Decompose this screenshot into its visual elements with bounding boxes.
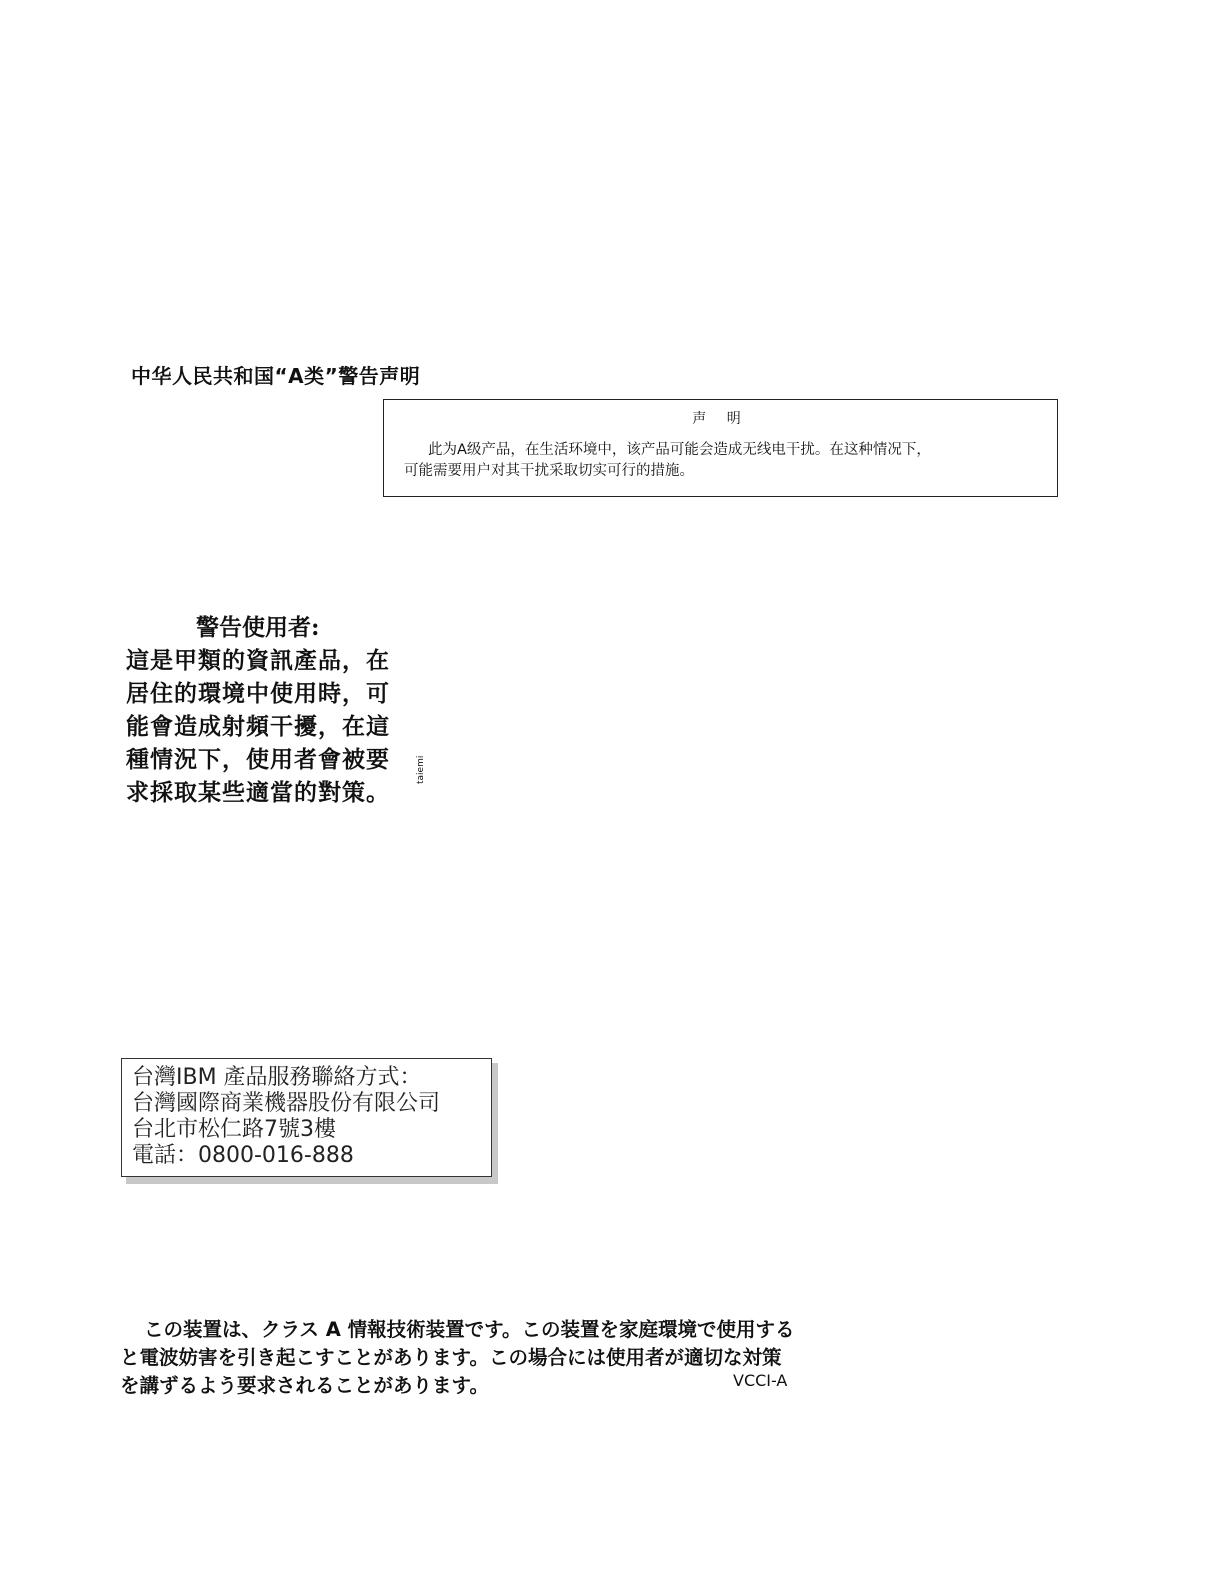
prc-statement-title: 中华人民共和国“A类”警告声明 (131, 364, 421, 388)
taiwan-warning-heading: 警告使用者: (196, 614, 320, 641)
japan-vcci-line: と電波妨害を引き起こすことがあります。この場合には使用者が適切な対策 (120, 1346, 782, 1369)
prc-box-title: 声 明 (692, 411, 749, 427)
vcci-mark: VCCI-A (733, 1371, 788, 1390)
taiwan-warning-line: 這是甲類的資訊產品，在 (126, 647, 390, 674)
taiwan-warning-line: 能會造成射頻干擾，在這 (126, 713, 390, 740)
japan-vcci-line: この装置は、クラス A 情報技術装置です。この装置を家庭環境で使用する (144, 1318, 795, 1341)
contact-phone: 電話：0800-016-888 (132, 1143, 354, 1168)
taiwan-warning-line: 求採取某些適當的對策。 (126, 779, 390, 806)
contact-line: 台北市松仁路7號3樓 (132, 1117, 336, 1142)
taiwan-warning-line: 居住的環境中使用時，可 (126, 680, 390, 707)
taiwan-warning (126, 611, 390, 809)
contact-line: 台灣國際商業機器股份有限公司 (132, 1091, 441, 1116)
prc-statement-box (383, 399, 1058, 497)
taiwan-warning-code: taiemi (416, 755, 426, 784)
taiwan-warning-line: 種情況下，使用者會被要 (126, 746, 390, 773)
taiwan-contact-box (121, 1058, 492, 1177)
contact-line: 台灣IBM 產品服務聯絡方式： (132, 1065, 422, 1090)
prc-box-text-line: 可能需要用户对其干扰采取切实可行的措施。 (404, 463, 694, 479)
japan-vcci-line: を講ずるよう要求されることがあります。 (120, 1374, 489, 1397)
prc-box-text-line: 此为A级产品，在生活环境中，该产品可能会造成无线电干扰。在这种情况下， (428, 442, 931, 458)
japan-vcci-statement (120, 1316, 795, 1400)
